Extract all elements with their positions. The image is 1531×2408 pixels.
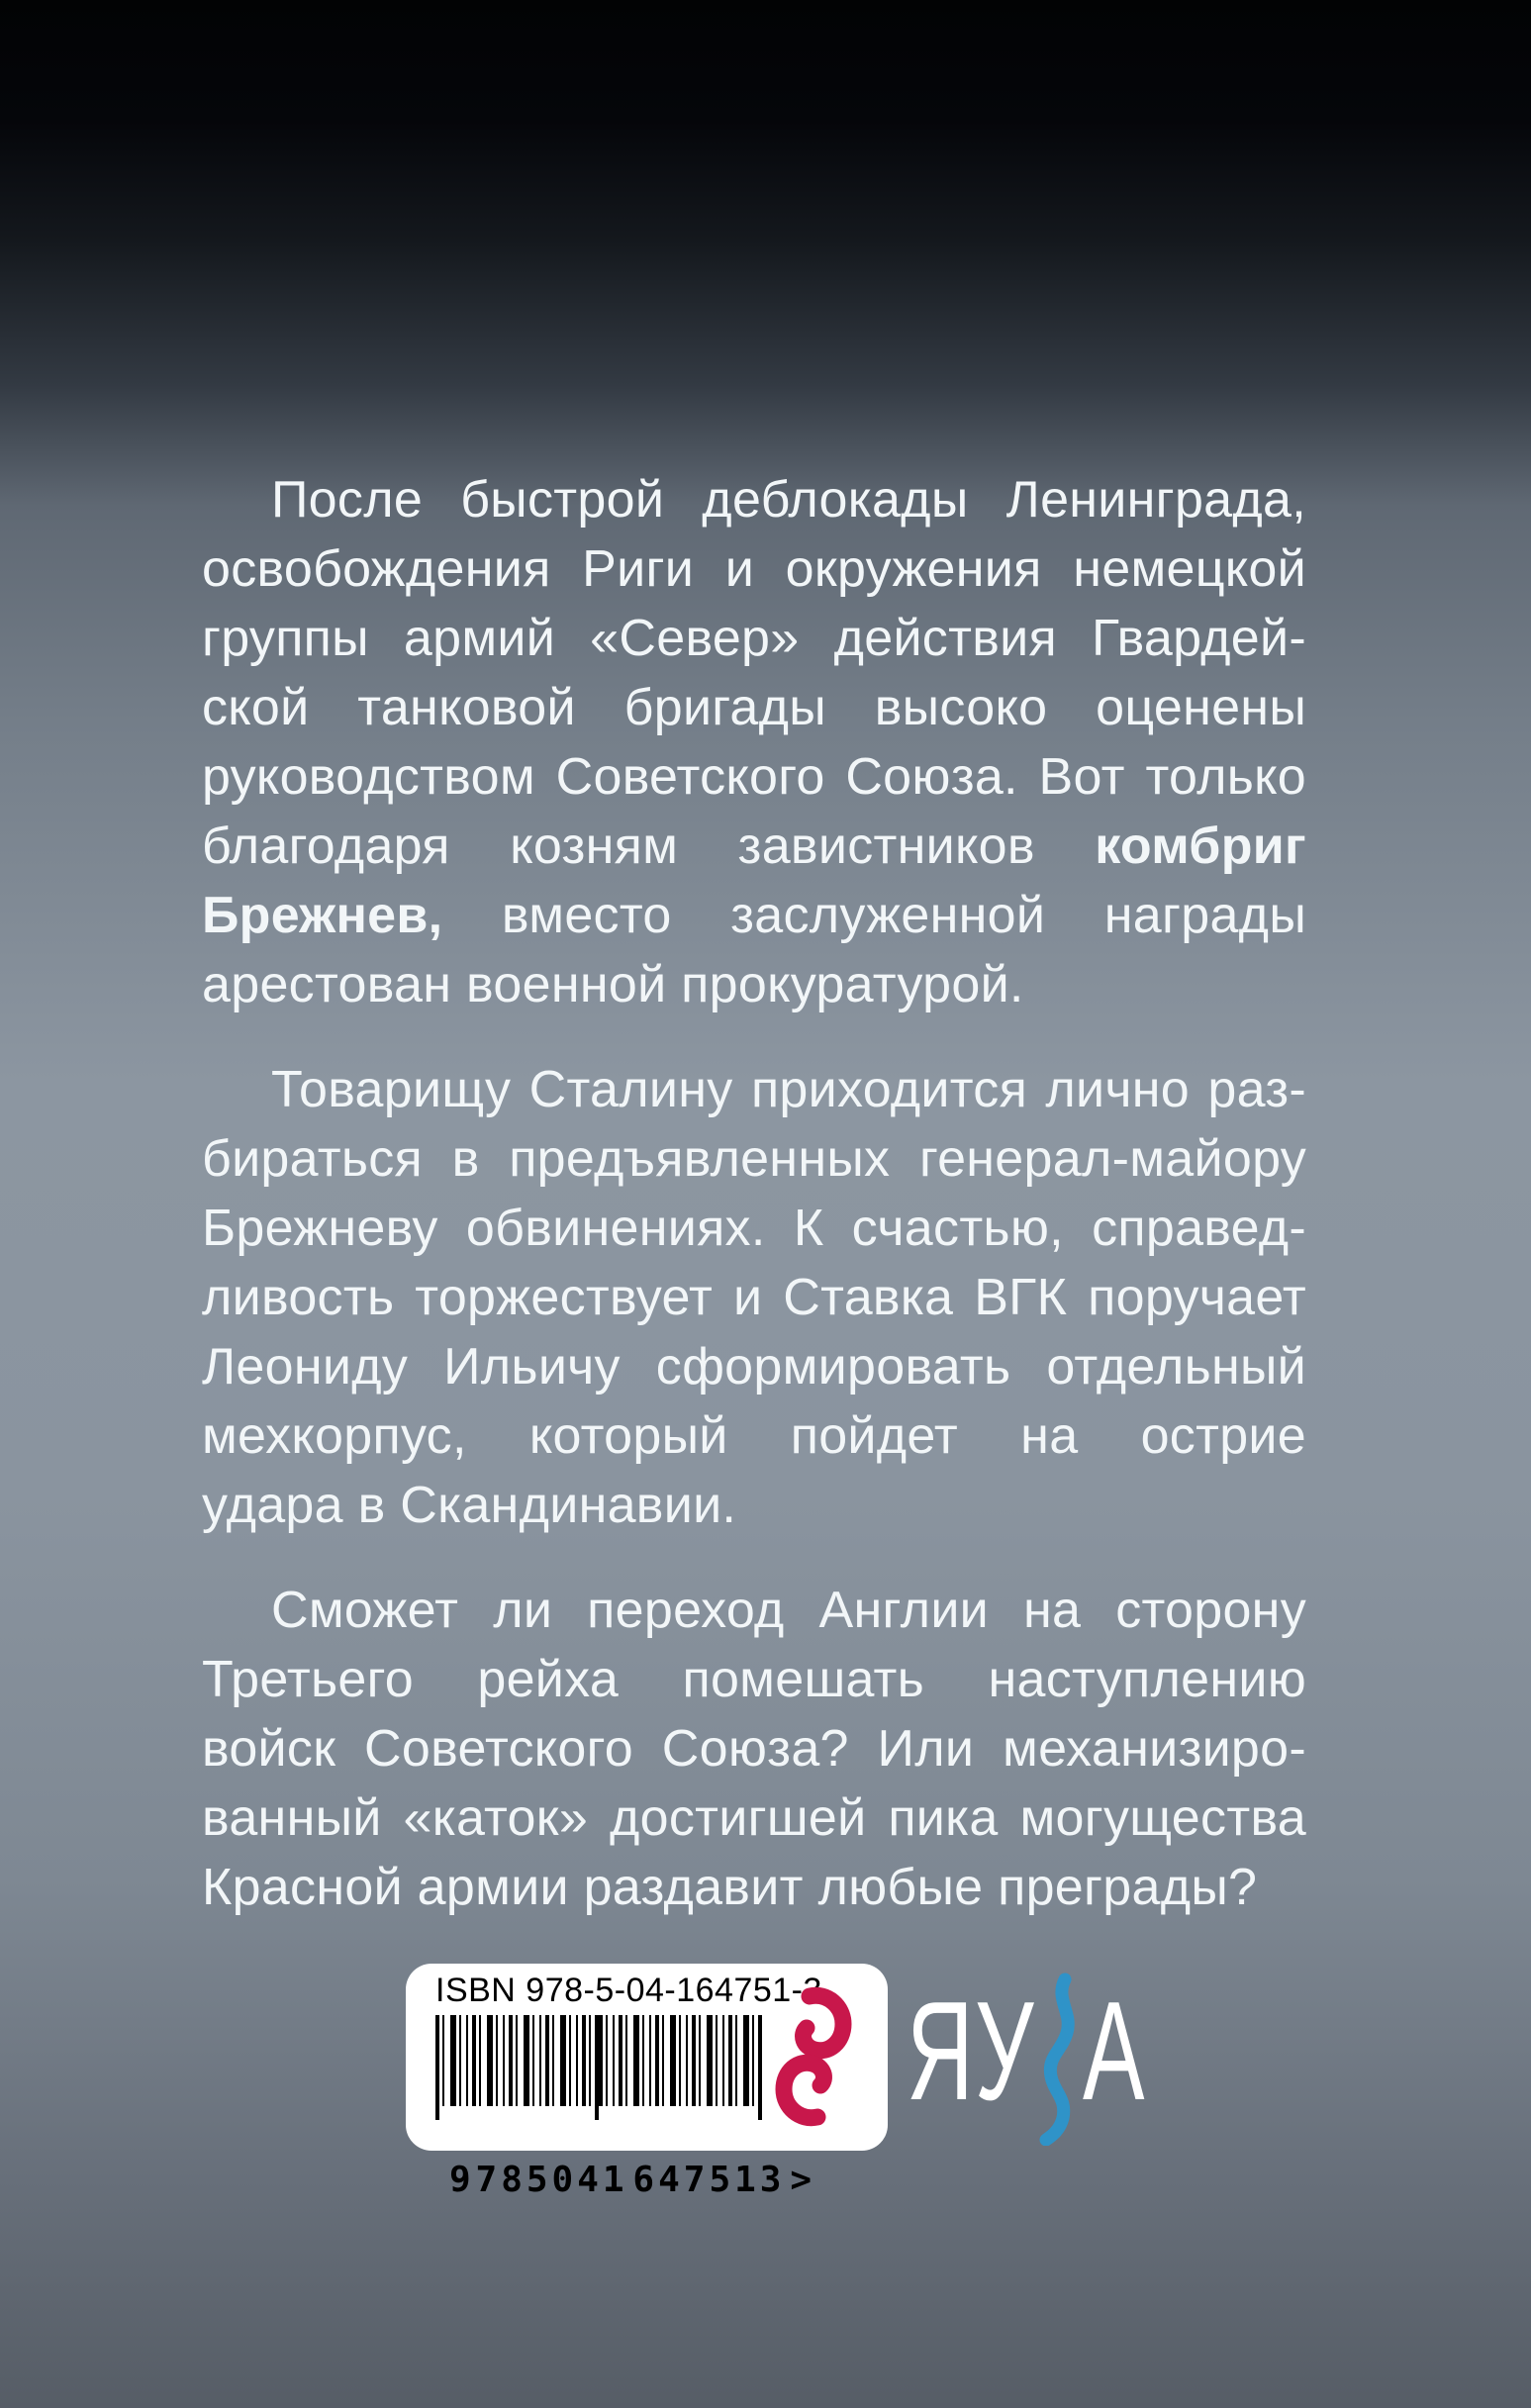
blurb-line: арестован военной прокуратурой. bbox=[202, 956, 1024, 1013]
blurb-line: группы армий «Север» действия Гвардей- bbox=[202, 610, 1306, 667]
yauza-letters-left: ЯУ bbox=[907, 1973, 1035, 2130]
blurb-text: вместо заслуженной награды bbox=[501, 887, 1306, 944]
annotation-text bbox=[202, 465, 1306, 1958]
blurb-line: Брежневу обвинениях. К счастью, справед- bbox=[202, 1200, 1306, 1257]
barcode-bars bbox=[435, 2015, 762, 2106]
eksmo-logo-icon bbox=[764, 1979, 863, 2134]
barcode-end-mark: > bbox=[790, 2160, 812, 2200]
blurb-line: Товарищу Сталину приходится лично раз- bbox=[271, 1061, 1306, 1118]
barcode-digit-group: 647513 bbox=[632, 2160, 786, 2200]
yauza-letter-right: А bbox=[1083, 1973, 1146, 2130]
blurb-line: войск Советского Союза? Или механизиро- bbox=[202, 1720, 1306, 1778]
bold-emphasis: Брежнев, bbox=[202, 887, 443, 944]
blurb-line bbox=[202, 812, 1306, 881]
blurb-line: После быстрой деблокады Ленинграда, bbox=[271, 471, 1306, 529]
blurb-line: ванный «каток» достигшей пика могущества bbox=[202, 1789, 1306, 1847]
blurb-line: Красной армии раздавит любые преграды? bbox=[202, 1859, 1258, 1916]
paragraph-3 bbox=[202, 1576, 1306, 1922]
blurb-line: Леониду Ильичу сформировать отдельный bbox=[202, 1338, 1306, 1396]
blurb-line: Третьего рейха помешать наступлению bbox=[202, 1651, 1306, 1708]
barcode-digits bbox=[449, 2160, 812, 2200]
blurb-text: благодаря козням завистников bbox=[202, 818, 1035, 875]
barcode-guard-bar bbox=[758, 2015, 762, 2120]
barcode-guard-bar bbox=[595, 2015, 599, 2120]
yauza-z-river-icon bbox=[1029, 1972, 1085, 2146]
isbn-barcode-card bbox=[406, 1964, 888, 2200]
barcode-digit-group: 785041 bbox=[475, 2160, 628, 2200]
yauza-logo bbox=[907, 1972, 1154, 2146]
paragraph-1 bbox=[202, 465, 1306, 1019]
blurb-line: руководством Советского Союза. Вот только bbox=[202, 748, 1306, 806]
paragraph-2 bbox=[202, 1055, 1306, 1540]
isbn-label: ISBN 978-5-04-164751-3 bbox=[435, 1972, 822, 2009]
blurb-line: ливость торжествует и Ставка ВГК поручает bbox=[202, 1269, 1306, 1326]
bold-emphasis: комбриг bbox=[1095, 818, 1307, 875]
blurb-line: Сможет ли переход Англии на сторону bbox=[271, 1582, 1306, 1639]
barcode-guard-bar bbox=[435, 2015, 439, 2120]
blurb-line: освобождения Риги и окружения немецкой bbox=[202, 540, 1306, 598]
blurb-line: бираться в предъявленных генерал-майору bbox=[202, 1130, 1306, 1188]
barcode-digit-lead: 9 bbox=[449, 2160, 471, 2200]
blurb-line: мехкорпус, который пойдет на острие bbox=[202, 1407, 1306, 1465]
blurb-line: удара в Скандинавии. bbox=[202, 1477, 737, 1534]
ean13-barcode bbox=[435, 2015, 812, 2200]
blurb-line: ской танковой бригады высоко оценены bbox=[202, 679, 1306, 736]
blurb-line bbox=[202, 881, 1306, 950]
